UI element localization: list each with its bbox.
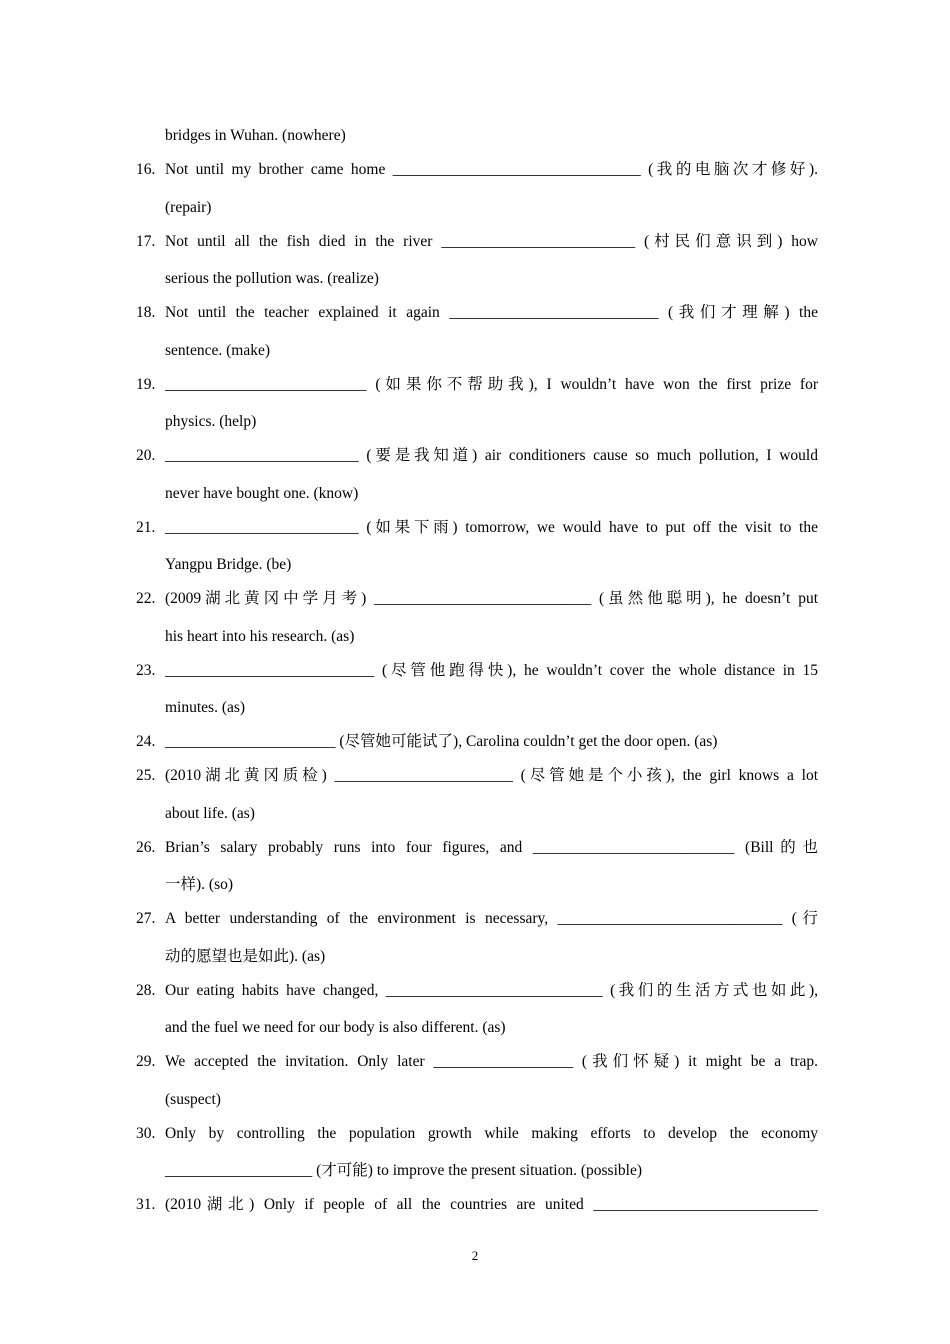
question-number: 30. <box>136 1125 156 1142</box>
question-number: 18. <box>136 304 156 321</box>
question-text: A better understanding of the environment is necessary, _____________________________ (行 <box>165 910 818 927</box>
question-continuation: 动的愿望也是如此). (as) <box>165 948 326 965</box>
question-number: 23. <box>136 662 156 679</box>
question-number: 21. <box>136 519 156 536</box>
question-continuation: ___________________ (才可能) to improve the present situation. (possible) <box>165 1162 642 1179</box>
question-text: Only by controlling the population growth while making efforts to develop the economy <box>165 1125 818 1142</box>
question-continuation: sentence. (make) <box>165 342 270 359</box>
question-text: (2010湖北) Only if people of all the countries are united _____________________________ <box>165 1196 818 1213</box>
question-number: 17. <box>136 233 156 250</box>
question-number: 28. <box>136 982 156 999</box>
question-text: ___________________________ (尽管他跑得快), he wouldn’t cover the whole distance in 15 <box>165 662 818 679</box>
question-number: 24. <box>136 733 156 750</box>
question-text: (2009湖北黄冈中学月考) ____________________________ (虽然他聪明), he doesn’t put <box>165 590 818 607</box>
question-number: 26. <box>136 839 156 856</box>
question-text: Brian’s salary probably runs into four figures, and __________________________ (Bill的也 <box>165 839 818 856</box>
question-text: _________________________ (要是我知道) air conditioners cause so much pollution, I would <box>165 447 818 464</box>
question-continuation: never have bought one. (know) <box>165 485 359 502</box>
question-number: 20. <box>136 447 156 464</box>
question-continuation: his heart into his research. (as) <box>165 628 355 645</box>
page-number: 2 <box>471 1248 479 1263</box>
question-text: __________________________ (如果你不帮助我), I wouldn’t have won the first prize for <box>165 376 818 393</box>
question-number: 29. <box>136 1053 156 1070</box>
question-continuation: serious the pollution was. (realize) <box>165 270 379 287</box>
question-text: Not until my brother came home ________________________________ (我的电脑次才修好). <box>165 161 818 178</box>
question-continuation: (suspect) <box>165 1091 221 1108</box>
question-continuation: and the fuel we need for our body is also different. (as) <box>165 1019 506 1036</box>
question-text: Not until all the fish died in the river _________________________ (村民们意识到) how <box>165 233 818 250</box>
question-continuation: physics. (help) <box>165 413 257 430</box>
question-text: We accepted the invitation. Only later __________________ (我们怀疑) it might be a trap. <box>165 1053 818 1070</box>
question-text: _________________________ (如果下雨) tomorrow, we would have to put off the visit to the <box>165 519 818 536</box>
question-number: 22. <box>136 590 156 607</box>
question-text: Our eating habits have changed, ____________________________ (我们的生活方式也如此), <box>165 982 818 999</box>
question-number: 19. <box>136 376 156 393</box>
question-continuation: about life. (as) <box>165 805 255 822</box>
question-number: 16. <box>136 161 156 178</box>
question-continuation: Yangpu Bridge. (be) <box>165 556 292 573</box>
question-continuation: (repair) <box>165 199 212 216</box>
question-number: 25. <box>136 767 156 784</box>
question-text: (2010湖北黄冈质检) _______________________ (尽管她是个小孩), the girl knows a lot <box>165 767 818 784</box>
question-continuation: minutes. (as) <box>165 699 246 716</box>
question-number: 27. <box>136 910 156 927</box>
question-continuation: 一样). (so) <box>165 876 234 893</box>
question-text: ______________________ (尽管她可能试了), Carolina couldn’t get the door open. (as) <box>165 733 718 750</box>
question-text: Not until the teacher explained it again ___________________________ (我们才理解) the <box>165 304 818 321</box>
question-number: 31. <box>136 1196 156 1213</box>
question-continuation: bridges in Wuhan. (nowhere) <box>165 127 346 144</box>
